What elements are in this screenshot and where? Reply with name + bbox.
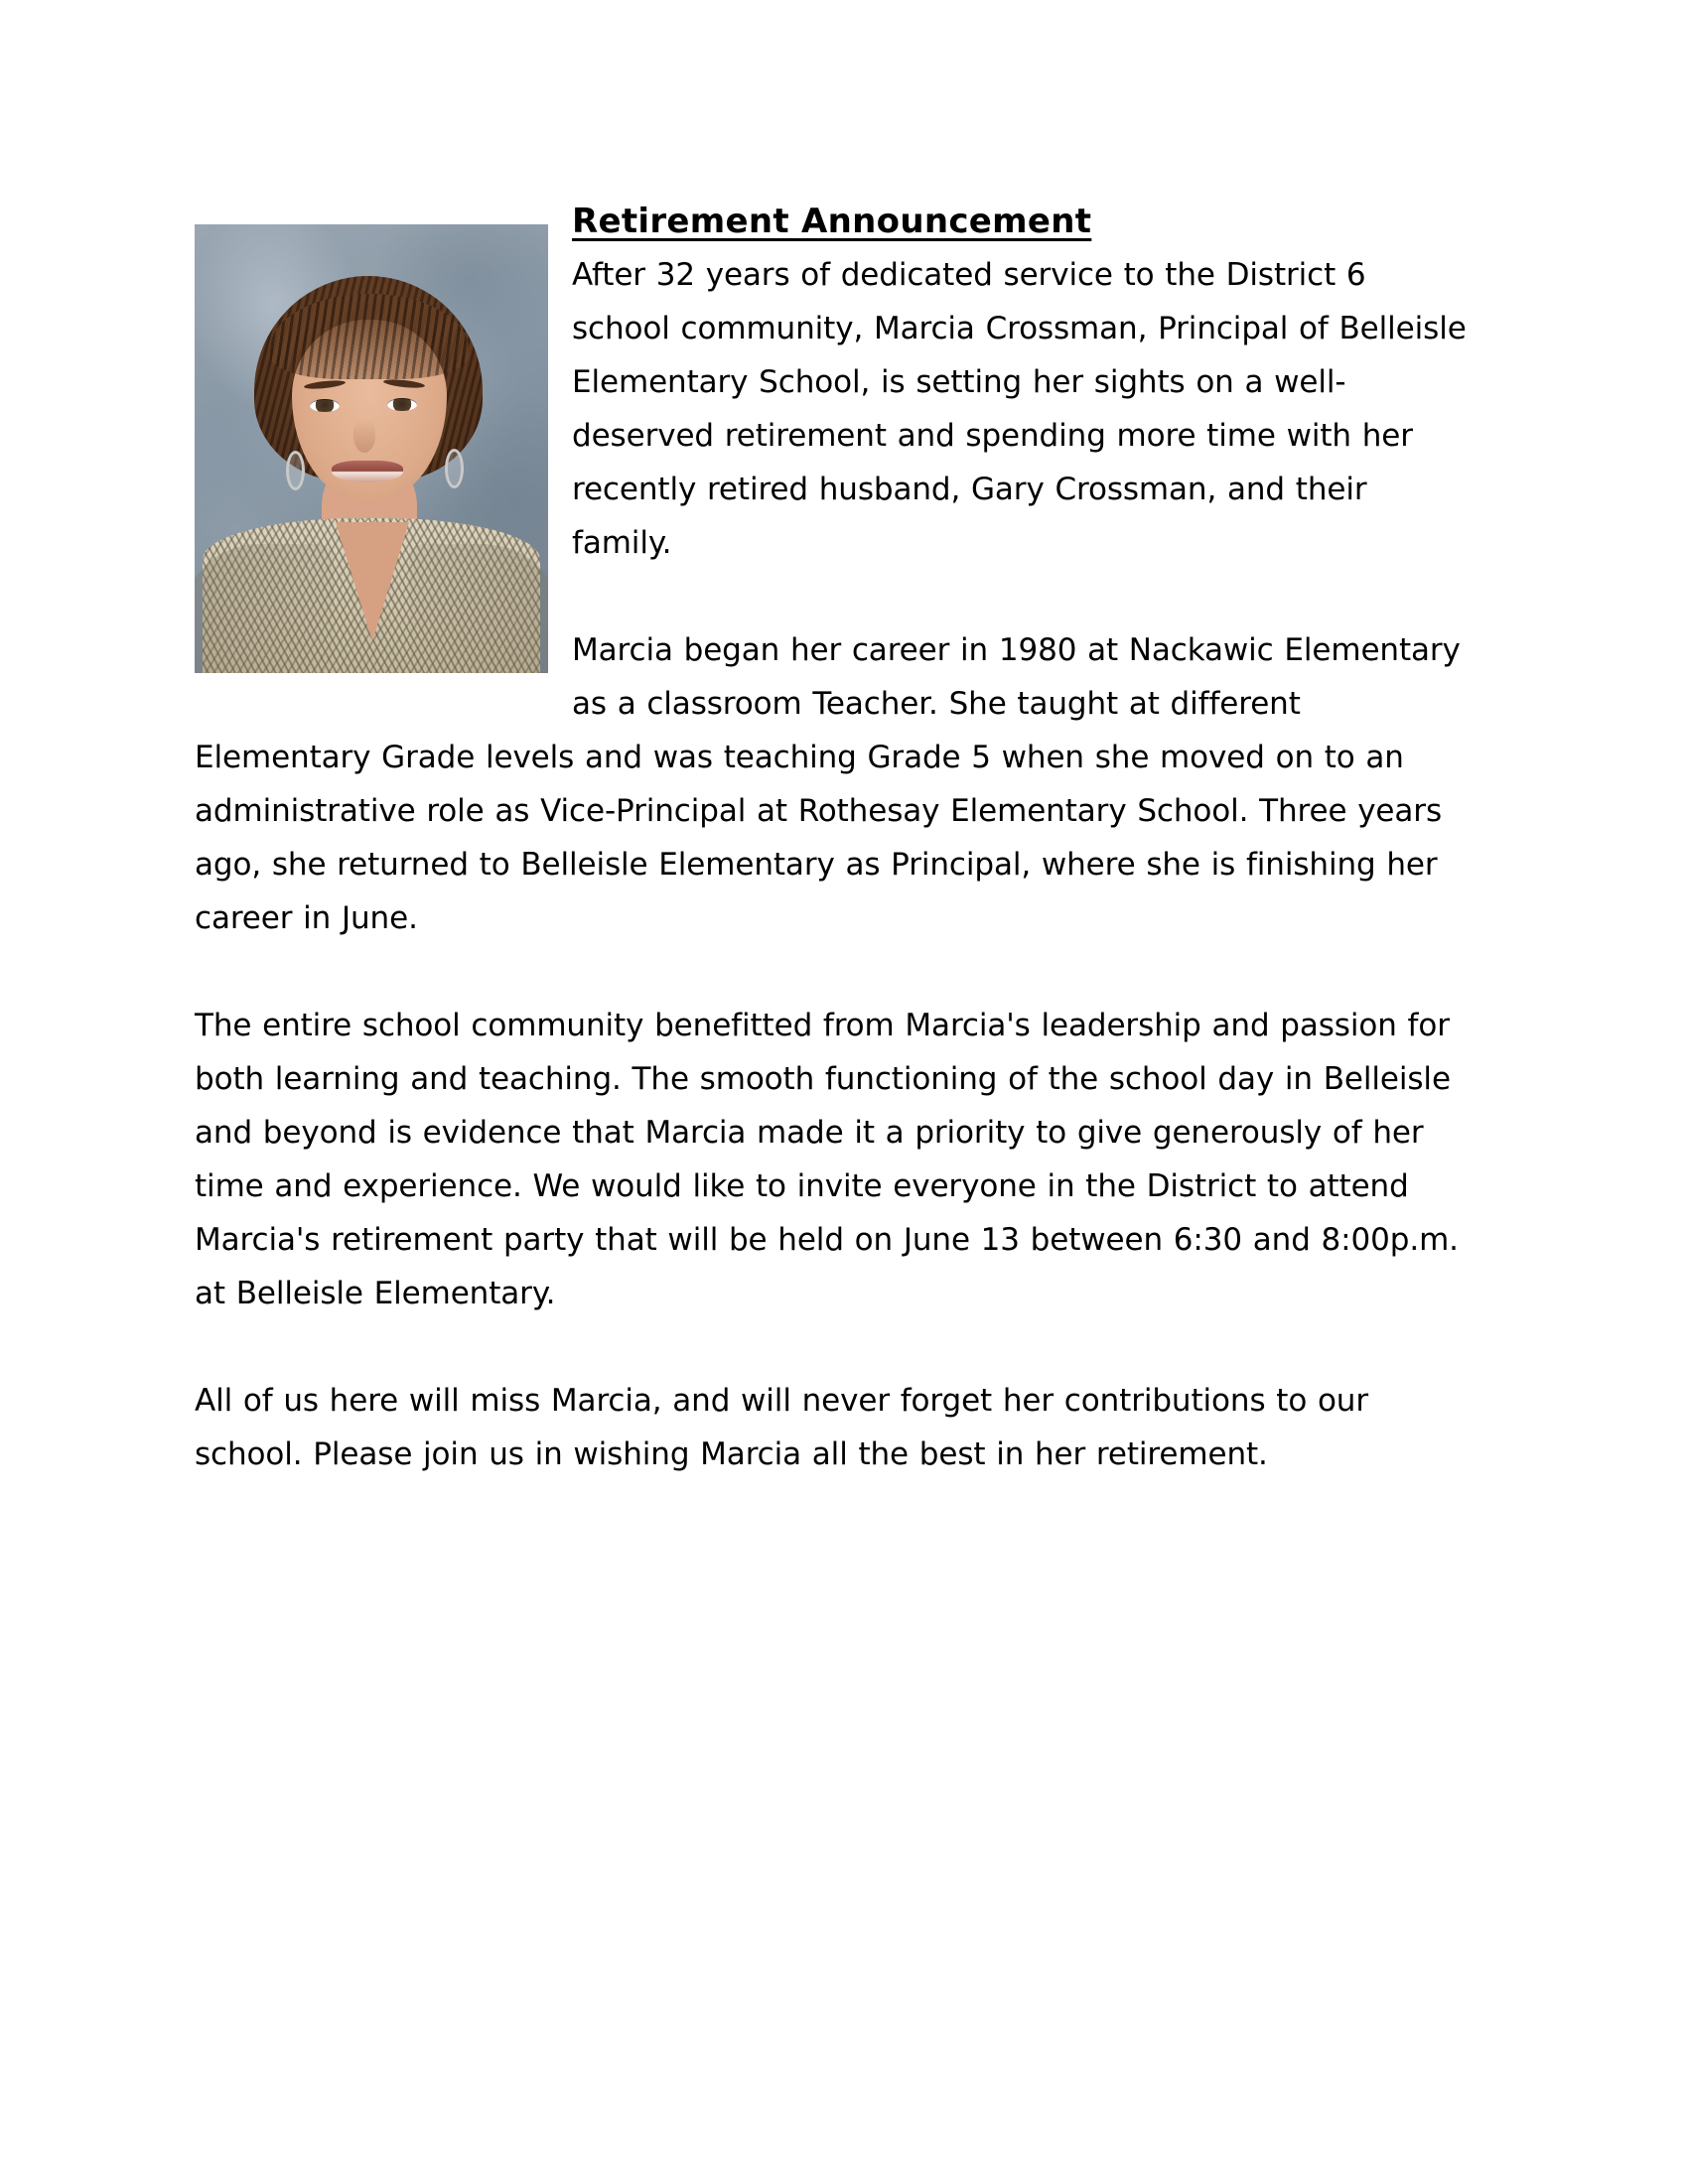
photo-shoulder-right: [409, 544, 548, 673]
paragraph-farewell: All of us here will miss Marcia, and will never forget her contributions to our school. Please join us in wishing Marcia all the best in her retirement.: [195, 1383, 1368, 1472]
document-body: [195, 195, 1470, 1481]
paragraph-community-and-party: The entire school community benefitted from Marcia's leadership and passion for both learning and teaching. The smooth functioning of the school day in Belleisle and beyond is evidence that Marcia made it a priority to give generously of her time and experience. We would like to invite everyone in the District to attend Marcia's retirement party that will be held on June 13 between 6:30 and 8:00p.m. at Belleisle Elementary.: [195, 1008, 1459, 1311]
photo-mouth: [332, 461, 403, 482]
page-title: Retirement Announcement: [572, 202, 1092, 241]
photo-eye-right: [387, 398, 417, 411]
photo-earring-left: [286, 451, 305, 490]
portrait-photo: [195, 224, 548, 673]
photo-eye-left: [310, 399, 340, 412]
paragraph-retirement-intro: After 32 years of dedicated service to the District 6 school community, Marcia Crossman, Principal of Belleisle Elementary School, is setting her sights on a well-deserved retirement and spending more time with her recently retired husband, Gary Crossman, and their family.: [572, 257, 1467, 561]
photo-shoulder-left: [195, 544, 334, 673]
paragraph-career-history: Marcia began her career in 1980 at Nackawic Elementary as a classroom Teacher. She taught at different Elementary Grade levels and was teaching Grade 5 when she moved on to an administrative role as Vice-Principal at Rothesay Elementary School. Three years ago, she returned to Belleisle Elementary as Principal, where she is finishing her career in June.: [195, 632, 1461, 936]
photo-earring-right: [445, 449, 464, 488]
photo-nose: [353, 419, 375, 453]
